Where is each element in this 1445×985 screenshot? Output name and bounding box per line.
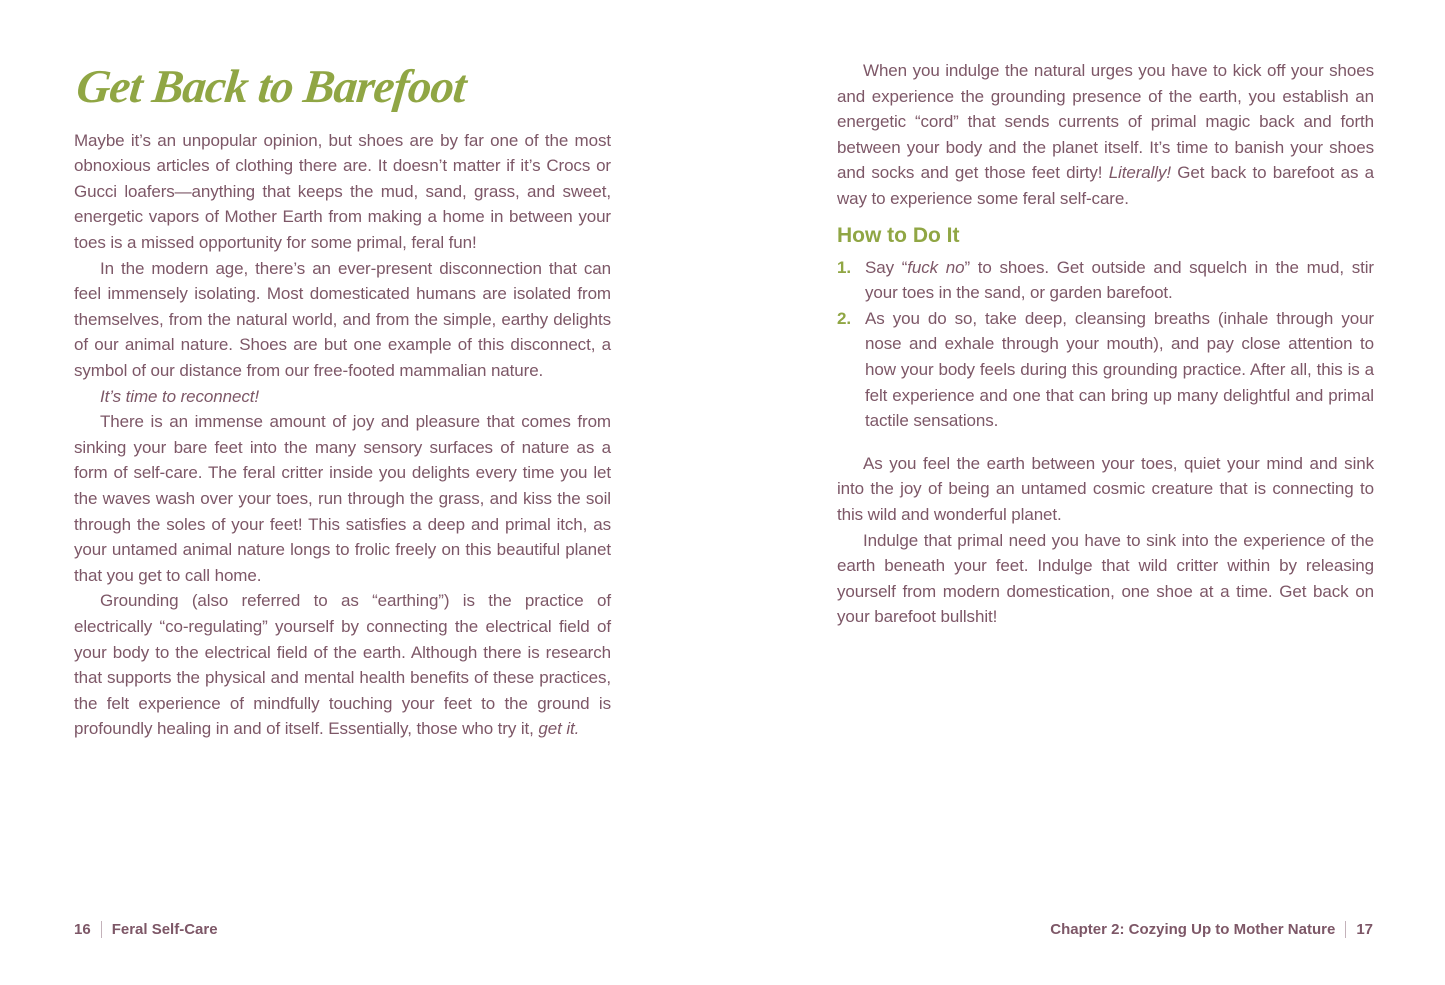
paragraph: Indulge that primal need you have to sink into the experience of the earth beneath your feet. Indulge that wild critter within by releasing yourself from modern domestication, one shoe at a time. Get back on your barefoot bullshit! [837,530,1374,627]
list-item-number: 1. [837,257,851,277]
right-page-footer [1050,921,1373,938]
paragraph: In the modern age, there’s an ever-present disconnection that can feel immensely isolating. Most domesticated humans are isolated from themselves, from the natural world, and from the simple, earthy delights of our animal nature. Shoes are but one example of this disconnect, a symbol of our distance from our free-footed mammalian nature. [74,258,611,381]
right-page-closing [837,451,1374,630]
how-to-list [837,255,1374,434]
paragraph: When you indulge the natural urges you have to kick off your shoes and experience the grounding presence of the earth, you establish an energetic “cord” that sends currents of primal magic back and forth between your body and the planet itself. It’s time to banish your shoes and socks and get those feet dirty! Literally! Get back to barefoot as a way to experience some feral self-care. [837,61,1374,208]
chapter-section-title: Get Back to Barefoot [74,61,469,113]
footer-divider [101,921,102,938]
paragraph: There is an immense amount of joy and pleasure that comes from sinking your bare feet into the many sensory surfaces of nature as a form of self-care. The feral critter inside you delights every time you let the waves wash over your toes, run through the grass, and kiss the soil through the soles of your feet! This satisfies a deep and primal itch, as your untamed animal nature longs to frolic freely on this beautiful planet that you get to call home. [74,412,611,585]
book-title: Feral Self-Care [111,921,218,938]
paragraph: Maybe it’s an unpopular opinion, but shoes are by far one of the most obnoxious articles of clothing there are. It doesn’t matter if it’s Crocs or Gucci loafers—anything that keeps the mud, sand, grass, and sweet, energetic vapors of Mother Earth from making a home in between your toes is a missed opportunity for some primal, feral fun! [74,130,611,253]
right-page [837,58,1374,630]
paragraph: It’s time to reconnect! [100,386,259,406]
left-page-number: 16 [74,921,91,938]
left-page [74,62,611,742]
footer-divider [1345,921,1346,938]
how-to-heading: How to Do It [837,223,960,247]
how-to-list-item: 2. As you do so, take deep, cleansing breaths (inhale through your nose and exhale through your mouth), and pay close attention to how your body feels during this grounding practice. After all, this is a felt experience and one that can bring up many delightful and primal tactile sensations. [837,306,1374,434]
right-page-number: 17 [1356,921,1373,938]
list-item-number: 2. [837,308,851,328]
paragraph: Grounding (also referred to as “earthing”) is the practice of electrically “co-regulating” yourself by connecting the electrical field of your body to the electrical field of the earth. Although there is research that supports the physical and mental health benefits of these practices, the felt experience of mindfully touching your feet to the ground is profoundly healing in and of itself. Essentially, those who try it, get it. [74,591,611,739]
right-page-intro [837,58,1374,212]
how-to-list-item: 1. Say “fuck no” to shoes. Get outside and squelch in the mud, stir your toes in the sand, or garden barefoot. [837,255,1374,306]
left-page-body [74,128,611,742]
chapter-title: Chapter 2: Cozying Up to Mother Nature [1050,921,1336,938]
paragraph: As you feel the earth between your toes, quiet your mind and sink into the joy of being an untamed cosmic creature that is connecting to this wild and wonderful planet. [837,453,1374,524]
left-page-footer [74,921,218,938]
